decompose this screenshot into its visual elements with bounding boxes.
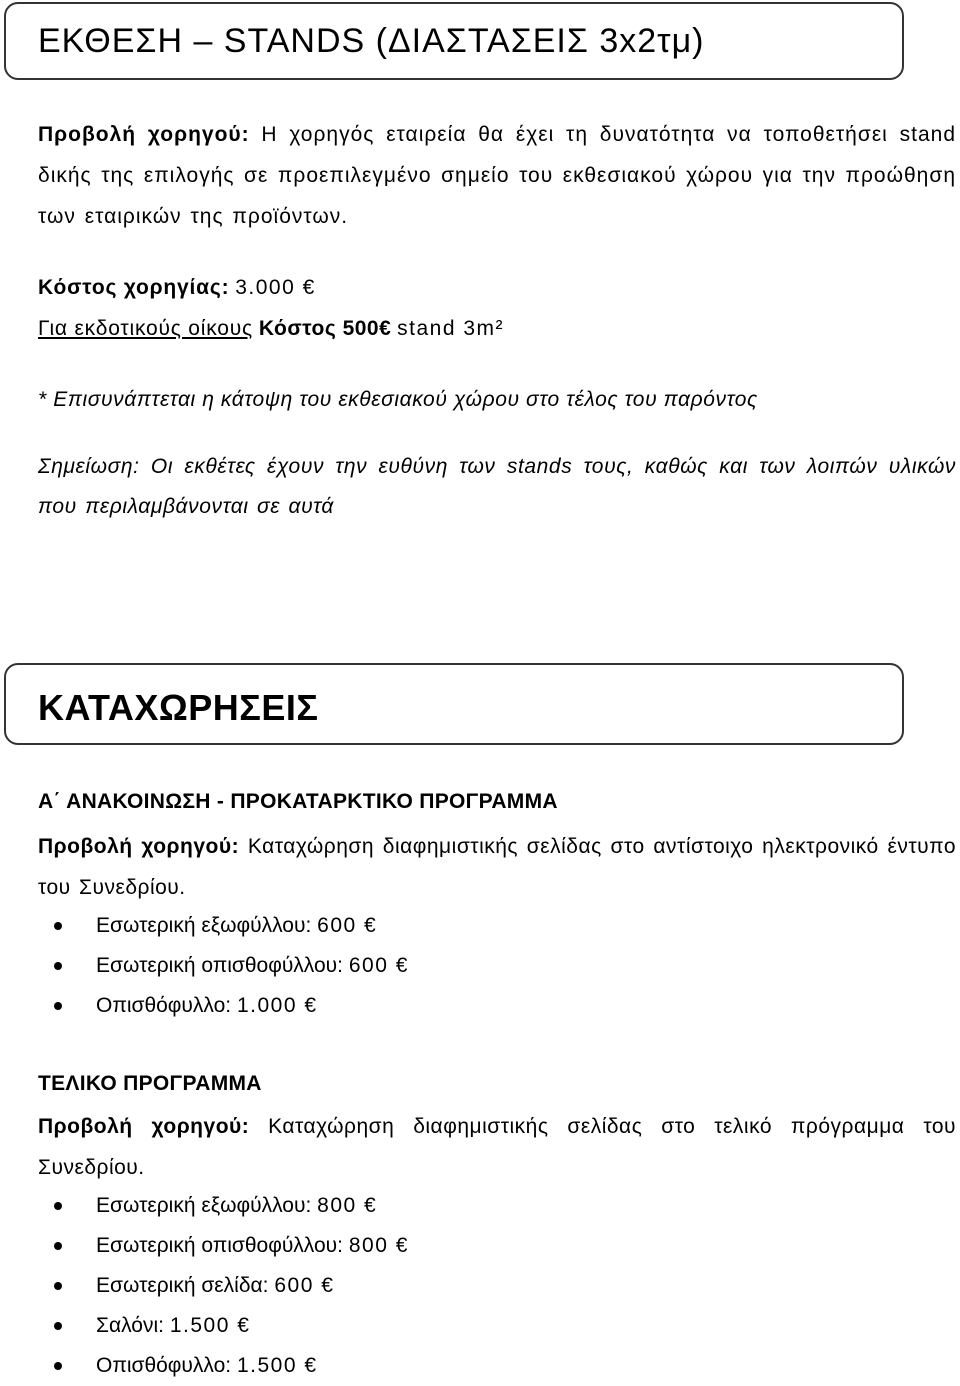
list-item — [0, 986, 409, 1026]
item-label: Εσωτερική οπισθοφύλλου: — [96, 954, 343, 977]
stands-cost-value: 3.000 € — [235, 276, 316, 299]
bullet-icon — [54, 1002, 62, 1010]
floorplan-note: * Επισυνάπτεται η κάτοψη του εκθεσιακού χώρου στο τέλος του παρόντος — [38, 388, 758, 411]
item-price: 1.500 € — [169, 1314, 251, 1337]
listings-heading-box — [4, 663, 904, 745]
item-price: 1.000 € — [236, 994, 318, 1017]
bullet-icon — [54, 1282, 62, 1290]
item-label: Εσωτερική οπισθοφύλλου: — [96, 1234, 343, 1257]
list-item — [0, 1226, 409, 1266]
publishers-line — [38, 317, 504, 341]
item-label: Οπισθόφυλλο: — [96, 1354, 232, 1377]
item-label: Σαλόνι: — [96, 1314, 164, 1337]
final-program-promo-paragraph — [38, 1106, 956, 1188]
announcement-price-list — [0, 906, 409, 1026]
publishers-label: Για εκδοτικούς οίκους — [38, 317, 253, 340]
list-item — [0, 906, 409, 946]
stands-cost-line — [38, 276, 316, 300]
list-item — [0, 1266, 409, 1306]
stands-heading-box — [4, 2, 904, 80]
item-price: 600 € — [317, 914, 378, 937]
item-label: Εσωτερική εξωφύλλου: — [96, 1194, 312, 1217]
list-item — [0, 1186, 409, 1226]
list-item — [0, 946, 409, 986]
stands-heading: ΕΚΘΕΣΗ – STANDS (ΔΙΑΣΤΑΣΕΙΣ 3x2τμ) — [38, 22, 705, 60]
announcement-promo-paragraph — [38, 826, 956, 908]
final-program-price-list — [0, 1186, 409, 1386]
final-program-promo-text: Καταχώρηση διαφημιστικής σελίδας στο τελικό πρόγραμμα του Συνεδρίου. — [38, 1115, 957, 1179]
final-program-title: ΤΕΛΙΚΟ ΠΡΟΓΡΑΜΜΑ — [38, 1072, 262, 1095]
publishers-note: stand 3m² — [397, 317, 505, 340]
item-price: 1.500 € — [236, 1354, 318, 1377]
bullet-icon — [54, 962, 62, 970]
stands-remark: Σημείωση: Οι εκθέτες έχουν την ευθύνη των stands τους, καθώς και των λοιπών υλικών που περιλαμβάνονται σε αυτά — [38, 455, 956, 518]
publishers-cost: Κόστος 500€ — [258, 317, 392, 340]
item-label: Οπισθόφυλλο: — [96, 994, 232, 1017]
announcement-title: Α΄ ΑΝΑΚΟΙΝΩΣΗ - ΠΡΟΚΑΤΑΡΚΤΙΚΟ ΠΡΟΓΡΑΜΜΑ — [38, 790, 558, 813]
item-price: 600 € — [274, 1274, 335, 1297]
announcement-promo-text: Καταχώρηση διαφημιστικής σελίδας στο αντίστοιχο ηλεκτρονικό έντυπο του Συνεδρίου. — [38, 835, 956, 899]
list-item — [0, 1346, 409, 1386]
item-label: Εσωτερική εξωφύλλου: — [96, 914, 312, 937]
bullet-icon — [54, 1362, 62, 1370]
stands-promo-text: Η χορηγός εταιρεία θα έχει τη δυνατότητα να τοποθετήσει stand δικής της επιλογής σε προεπιλεγμένο σημείο του εκθεσιακού χώρου για την προώθηση των εταιρικών της προϊόντων. — [38, 123, 956, 228]
item-label: Εσωτερική σελίδα: — [96, 1274, 269, 1297]
bullet-icon — [54, 1242, 62, 1250]
stands-promo-paragraph — [38, 114, 956, 237]
item-price: 800 € — [317, 1194, 378, 1217]
announcement-promo-label: Προβολή χορηγού: — [38, 835, 240, 858]
listings-heading: ΚΑΤΑΧΩΡΗΣΕΙΣ — [38, 687, 319, 728]
item-price: 600 € — [348, 954, 409, 977]
bullet-icon — [54, 1202, 62, 1210]
stands-promo-label: Προβολή χορηγού: — [38, 123, 250, 146]
stands-cost-label: Κόστος χορηγίας: — [38, 276, 230, 299]
item-price: 800 € — [348, 1234, 409, 1257]
bullet-icon — [54, 1322, 62, 1330]
final-program-promo-label: Προβολή χορηγού: — [38, 1115, 250, 1138]
bullet-icon — [54, 922, 62, 930]
list-item — [0, 1306, 409, 1346]
